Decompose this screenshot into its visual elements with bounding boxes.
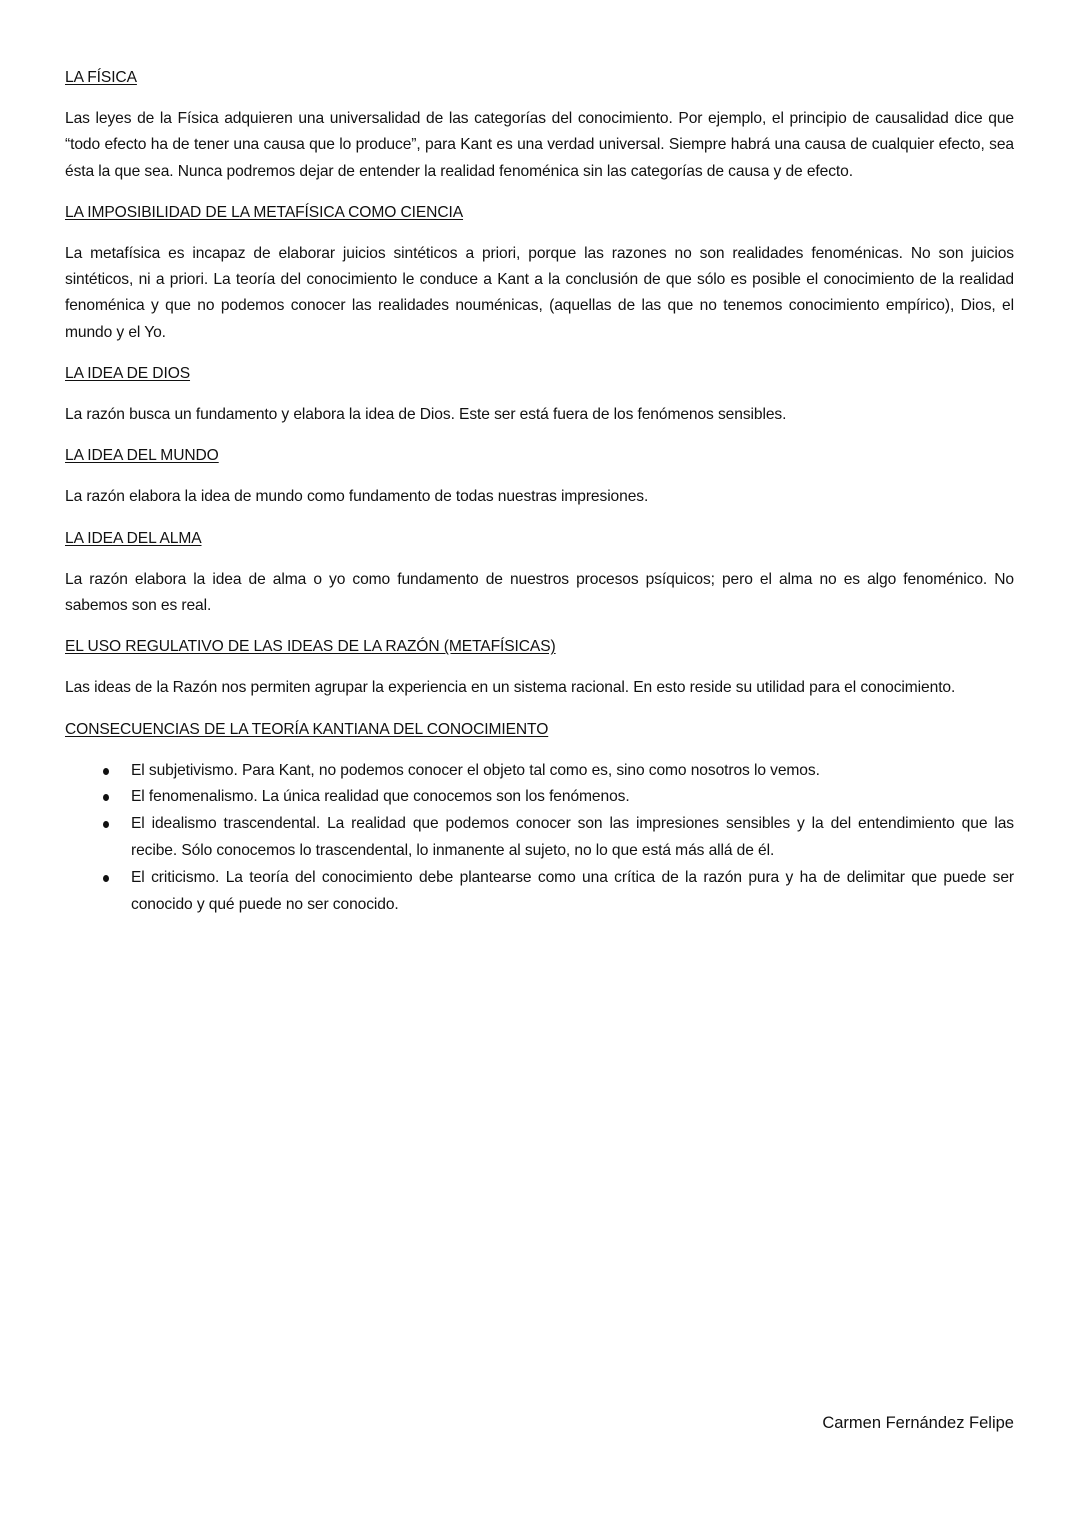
- section-heading-idea-alma: LA IDEA DEL ALMA: [65, 529, 202, 547]
- list-item: El criticismo. La teoría del conocimiento debe plantearse como una crítica de la razón pura y ha de delimitar que puede ser conocido y qué puede no ser conocido.: [131, 865, 1014, 919]
- section-paragraph: La razón elabora la idea de alma o yo como fundamento de nuestros procesos psíquicos; pero el alma no es algo fenoménico. No sabemos son es real.: [65, 570, 1014, 614]
- section-heading-imposibilidad-metafisica: LA IMPOSIBILIDAD DE LA METAFÍSICA COMO CIENCIA: [65, 203, 464, 221]
- section-heading-idea-dios: LA IDEA DE DIOS: [65, 365, 191, 383]
- section-heading-idea-mundo: LA IDEA DEL MUNDO: [65, 447, 219, 465]
- footer-author: Carmen Fernández Felipe: [822, 1414, 1014, 1432]
- document-body: [65, 65, 1014, 918]
- list-item: El idealismo trascendental. La realidad que podemos conocer son las impresiones sensibles y la del entendimiento que las recibe. Sólo conocemos lo trascendental, lo inmanente al sujeto, no lo que está más allá de él.: [131, 811, 1014, 865]
- section-heading-consecuencias: CONSECUENCIAS DE LA TEORÍA KANTIANA DEL CONOCIMIENTO: [65, 720, 549, 738]
- section-paragraph: Las leyes de la Física adquieren una universalidad de las categorías del conocimiento. Por ejemplo, el principio de causalidad dice que “todo efecto ha de tener una causa que lo produce”, para Kant es una verdad universal. Siempre habrá una causa de cualquier efecto, sea ésta la que sea. Nunca podremos dejar de entender la realidad fenoménica sin las categorías de causa y de efecto.: [65, 110, 1014, 180]
- section-heading-fisica: LA FÍSICA: [65, 69, 137, 86]
- section-paragraph: La metafísica es incapaz de elaborar juicios sintéticos a priori, porque las razones no son realidades fenoménicas. No son juicios sintéticos, ni a priori. La teoría del conocimiento le conduce a Kant a la conclusión de que sólo es posible el conocimiento de la realidad fenoménica y que no podemos conocer las realidades nouménicas, (aquellas de las que no tenemos conocimiento empírico), Dios, el mundo y el Yo.: [65, 244, 1014, 341]
- section-paragraph: La razón elabora la idea de mundo como fundamento de todas nuestras impresiones.: [65, 488, 649, 506]
- list-item: El fenomenalismo. La única realidad que conocemos son los fenómenos.: [131, 784, 1014, 811]
- section-paragraph: Las ideas de la Razón nos permiten agrupar la experiencia en un sistema racional. En esto reside su utilidad para el conocimiento.: [65, 679, 956, 697]
- section-heading-uso-regulativo: EL USO REGULATIVO DE LAS IDEAS DE LA RAZÓN (METAFÍSICAS): [65, 638, 556, 656]
- consequences-list: [65, 758, 1014, 919]
- list-item: El subjetivismo. Para Kant, no podemos conocer el objeto tal como es, sino como nosotros lo vemos.: [131, 758, 1014, 785]
- section-paragraph: La razón busca un fundamento y elabora la idea de Dios. Este ser está fuera de los fenómenos sensibles.: [65, 406, 787, 424]
